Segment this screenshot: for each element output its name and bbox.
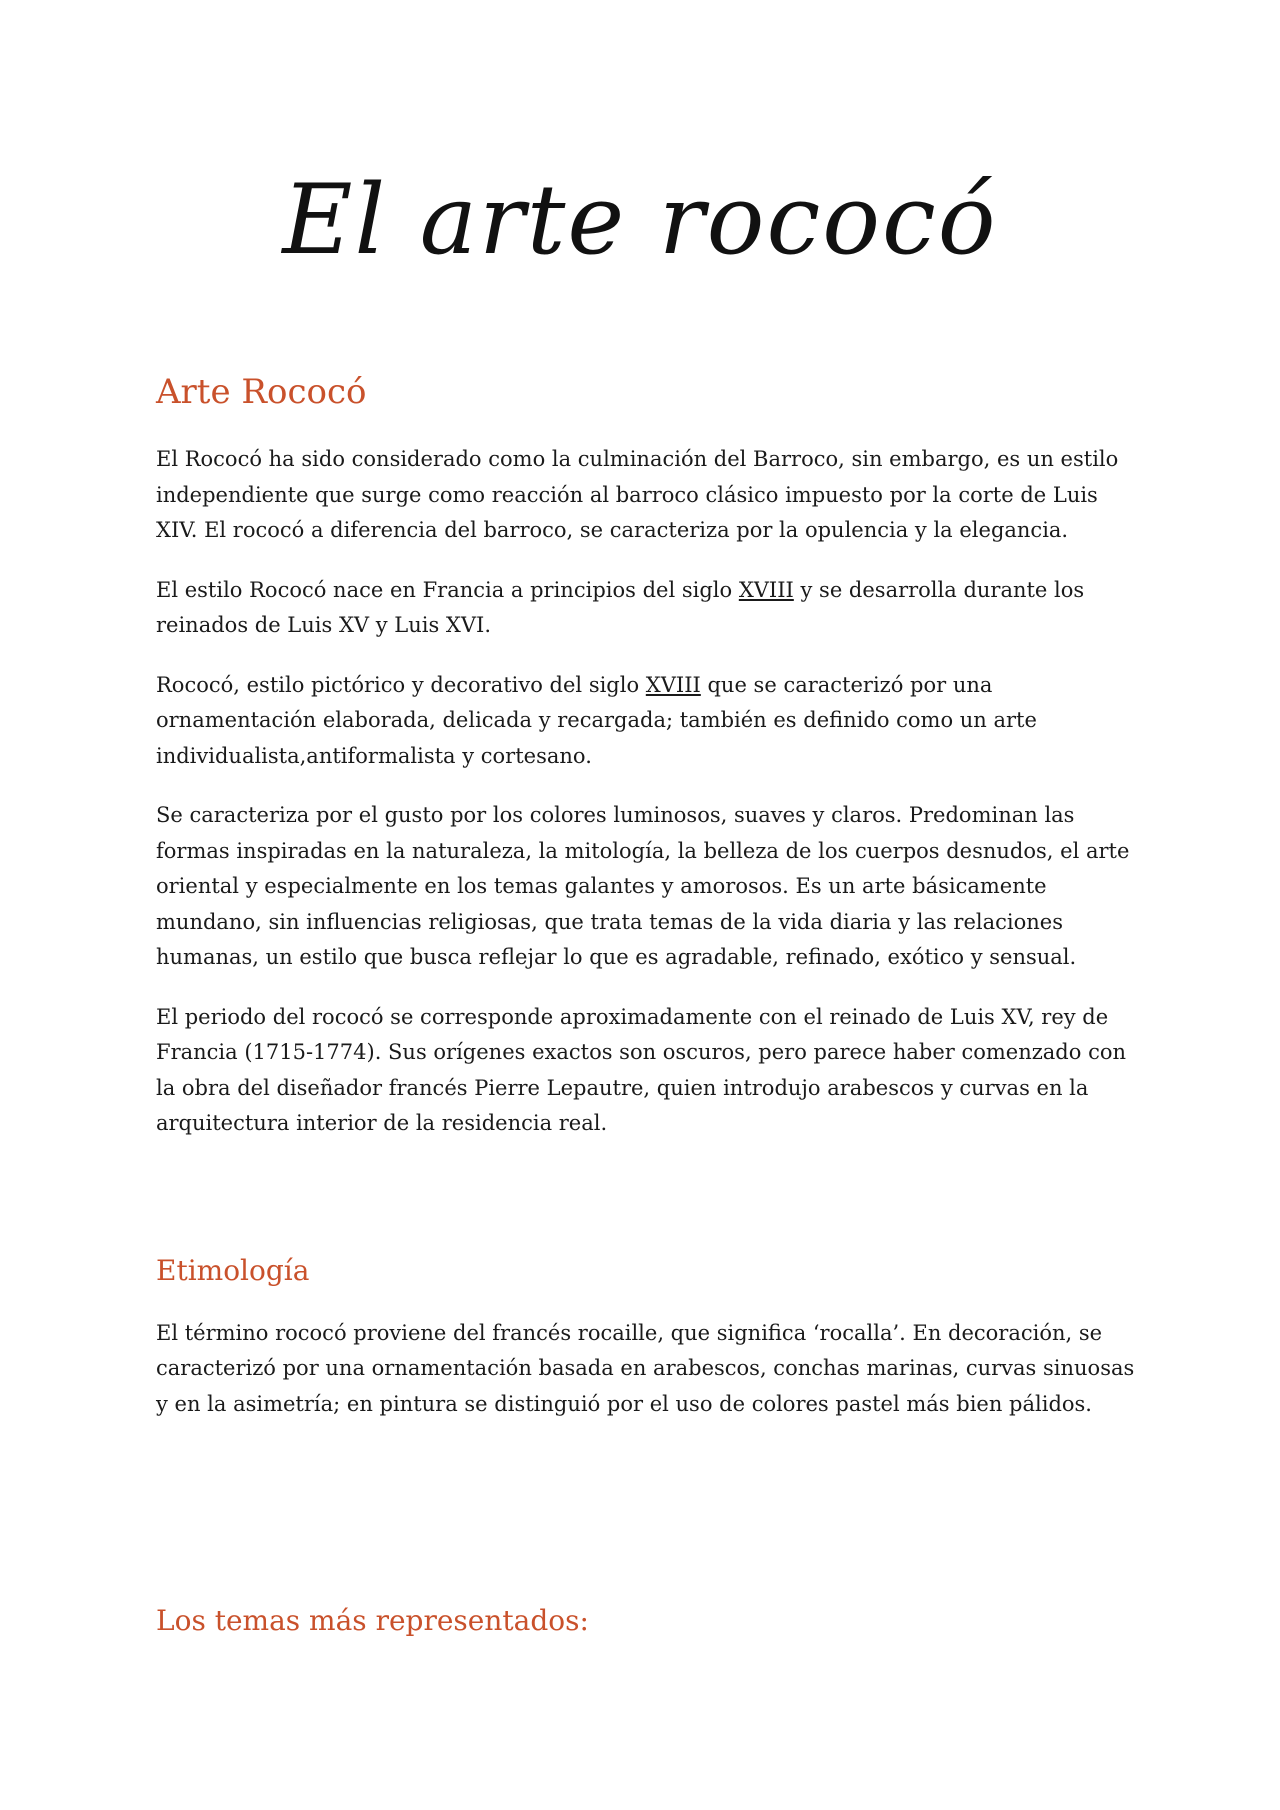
paragraph: Se caracteriza por el gusto por los colores luminosos, suaves y claros. Predominan las formas inspiradas en la naturaleza, la mitología, la belleza de los cuerpos desnudos, el arte oriental y especialmente en los temas galantes y amorosos. Es un arte básicamente mundano, sin influencias religiosas, que trata temas de la vida diaria y las relaciones humanas, un estilo que busca reflejar lo que es agradable, refinado, exótico y sensual.	[156, 803, 1130, 969]
section-heading-temas: Los temas más representados:	[156, 1604, 589, 1637]
paragraph: El periodo del rococó se corresponde aproximadamente con el reinado de Luis XV, rey de Francia (1715-1774). Sus orígenes exactos son oscuros, pero parece haber comenzado con la obra del diseñador francés Pierre Lepautre, quien introdujo arabescos y curvas en la arquitectura interior de la residencia real.	[156, 1004, 1126, 1135]
paragraph-text: y se desarrolla durante los reinados de Luis XV y Luis XVI.	[156, 577, 1085, 637]
paragraph	[156, 573, 1136, 644]
underlined-century: XVIII	[645, 672, 701, 697]
paragraph: El Rococó ha sido considerado como la culminación del Barroco, sin embargo, es un estilo independiente que surge como reacción al barroco clásico impuesto por la corte de Luis XIV. El rococó a diferencia del barroco, se caracteriza por la opulencia y la elegancia.	[156, 447, 1119, 542]
paragraph: El término rococó proviene del francés rocaille, que significa ‘rocalla’. En decoración, se caracterizó por una ornamentación basada en arabescos, conchas marinas, curvas sinuosas y en la asimetría; en pintura se distinguió por el uso de colores pastel más bien pálidos.	[156, 1320, 1135, 1416]
paragraph-text: El estilo Rococó nace en Francia a principios del siglo	[156, 577, 739, 602]
paragraph-text: que se caracterizó por una ornamentación elaborada, delicada y recargada; también es definido como un arte individualista,antiformalista y cortesano.	[156, 672, 1037, 768]
section-heading-etimologia: Etimología	[156, 1253, 310, 1287]
section-spacer	[156, 1166, 1136, 1246]
underlined-century: XVIII	[738, 577, 794, 602]
document-title: El arte rococó	[282, 164, 998, 276]
paragraph	[156, 668, 1136, 775]
section-spacer	[156, 1446, 1136, 1596]
paragraph-text: Rococó, estilo pictórico y decorativo del siglo	[156, 672, 646, 697]
document-body	[156, 362, 1136, 1666]
section-heading-arte-rococo: Arte Rococó	[156, 372, 367, 412]
